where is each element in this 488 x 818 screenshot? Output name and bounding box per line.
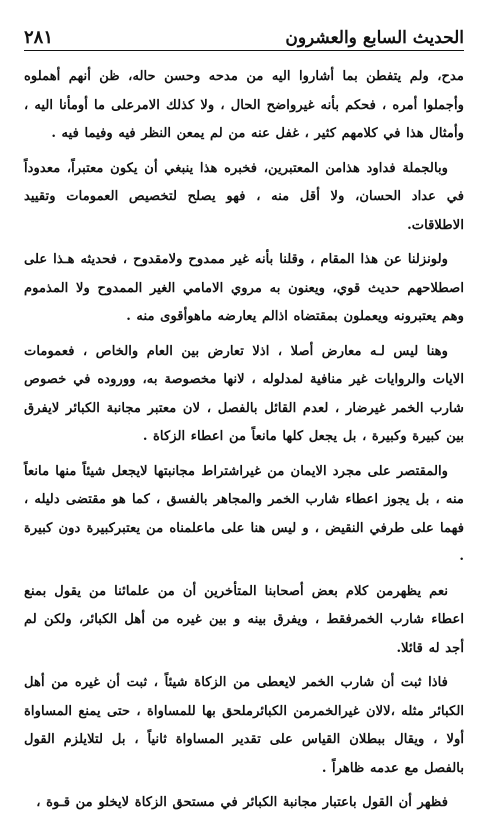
- paragraph-7: فاذا ثبت أن شارب الخمر لايعطى من الزكاة شيئاً ، ثبت أن غيره من أهل الكبائر مثله ،لالان غيرالخمرمن الكبائرملحق بها للمساواة ، حتى يمنع المساواة أولا ، ويقال ببطلان القياس على تقدير المساواة ثانياً ، بل لتلايلزم القول بالفصل مع عدمه ظاهراً .: [24, 675, 464, 776]
- running-title: الحديث السابع والعشرون: [285, 28, 464, 48]
- paragraph-5: والمقتصر على مجرد الايمان من غيراشتراط مجانبتها لايجعل شيئاً منها مانعاً منه ، بل يجوز اعطاء شارب الخمر والمجاهر بالفسق ، كما هو مقتضى دليله ، فهما على طرفي النقيض ، و ليس هنا على ماعلمناه من يعتبركبيرة دون كبيرة .: [24, 463, 464, 564]
- page-body: [24, 51, 464, 818]
- paragraph-6: نعم يظهرمن كلام بعض أصحابنا المتأخرين أن من علمائنا من يقول بمنع اعطاء شارب الخمرفقط ، ويفرق بينه و بين غيره من أهل الكبائر، ولكن لم أجد له قائلا.: [24, 583, 464, 656]
- page-header: [24, 14, 464, 51]
- page-number: ٢٨١: [24, 27, 54, 48]
- paragraph-8: فظهر أن القول باعتبار مجانبة الكبائر في مستحق الزكاة لايخلو من قـوة ،: [36, 795, 448, 810]
- paragraph-3: ولونزلنا عن هذا المقام ، وقلنا بأنه غير ممدوح ولامقدوح ، فحديثه هـذا على اصطلاحهم حديث قوي، ويعنون به مروي الامامي الغير الممدوح ولا المذموم وهم يعتبرونه ويعملون بمقتضاه اذالم يعارضه ماهوأقوى منه .: [24, 252, 464, 324]
- paragraph-2: وبالجملة فداود هذامن المعتبرين، فخبره هذا ينبغي أن يكون معتبراً، معدوداً في عداد الحسان، ولا أقل منه ، فهو يصلح لتخصيص العمومات وتقييد الاطلاقات.: [24, 160, 464, 233]
- paragraph-4: وهنا ليس لـه معارض أصلا ، اذلا تعارض بين العام والخاص ، فعمومات الايات والروايات غير منافية لمدلوله ، لانها مخصوصة به، ووروده في خصوص شارب الخمر غيرضار ، لعدم القائل بالفصل ، لان معتبر مجانبة الكبائر لايفرق بين كبيرة وكبيرة ، بل يجعل كلها مانعاً من اعطاء الزكاة .: [24, 343, 464, 444]
- paragraph-1: مدح، ولم يتفطن بما أشاروا اليه من مدحه وحسن حاله، ظن أنهم أهملوه وأجملوا أمره ، فحكم بأنه غيرواضح الحال ، ولا كذلك الامرعلى ما أومأنا اليه ، وأمثال هذا في كلامهم كثير ، غفل عنه من لم يمعن النظر فيه وفيما فيه .: [24, 69, 464, 141]
